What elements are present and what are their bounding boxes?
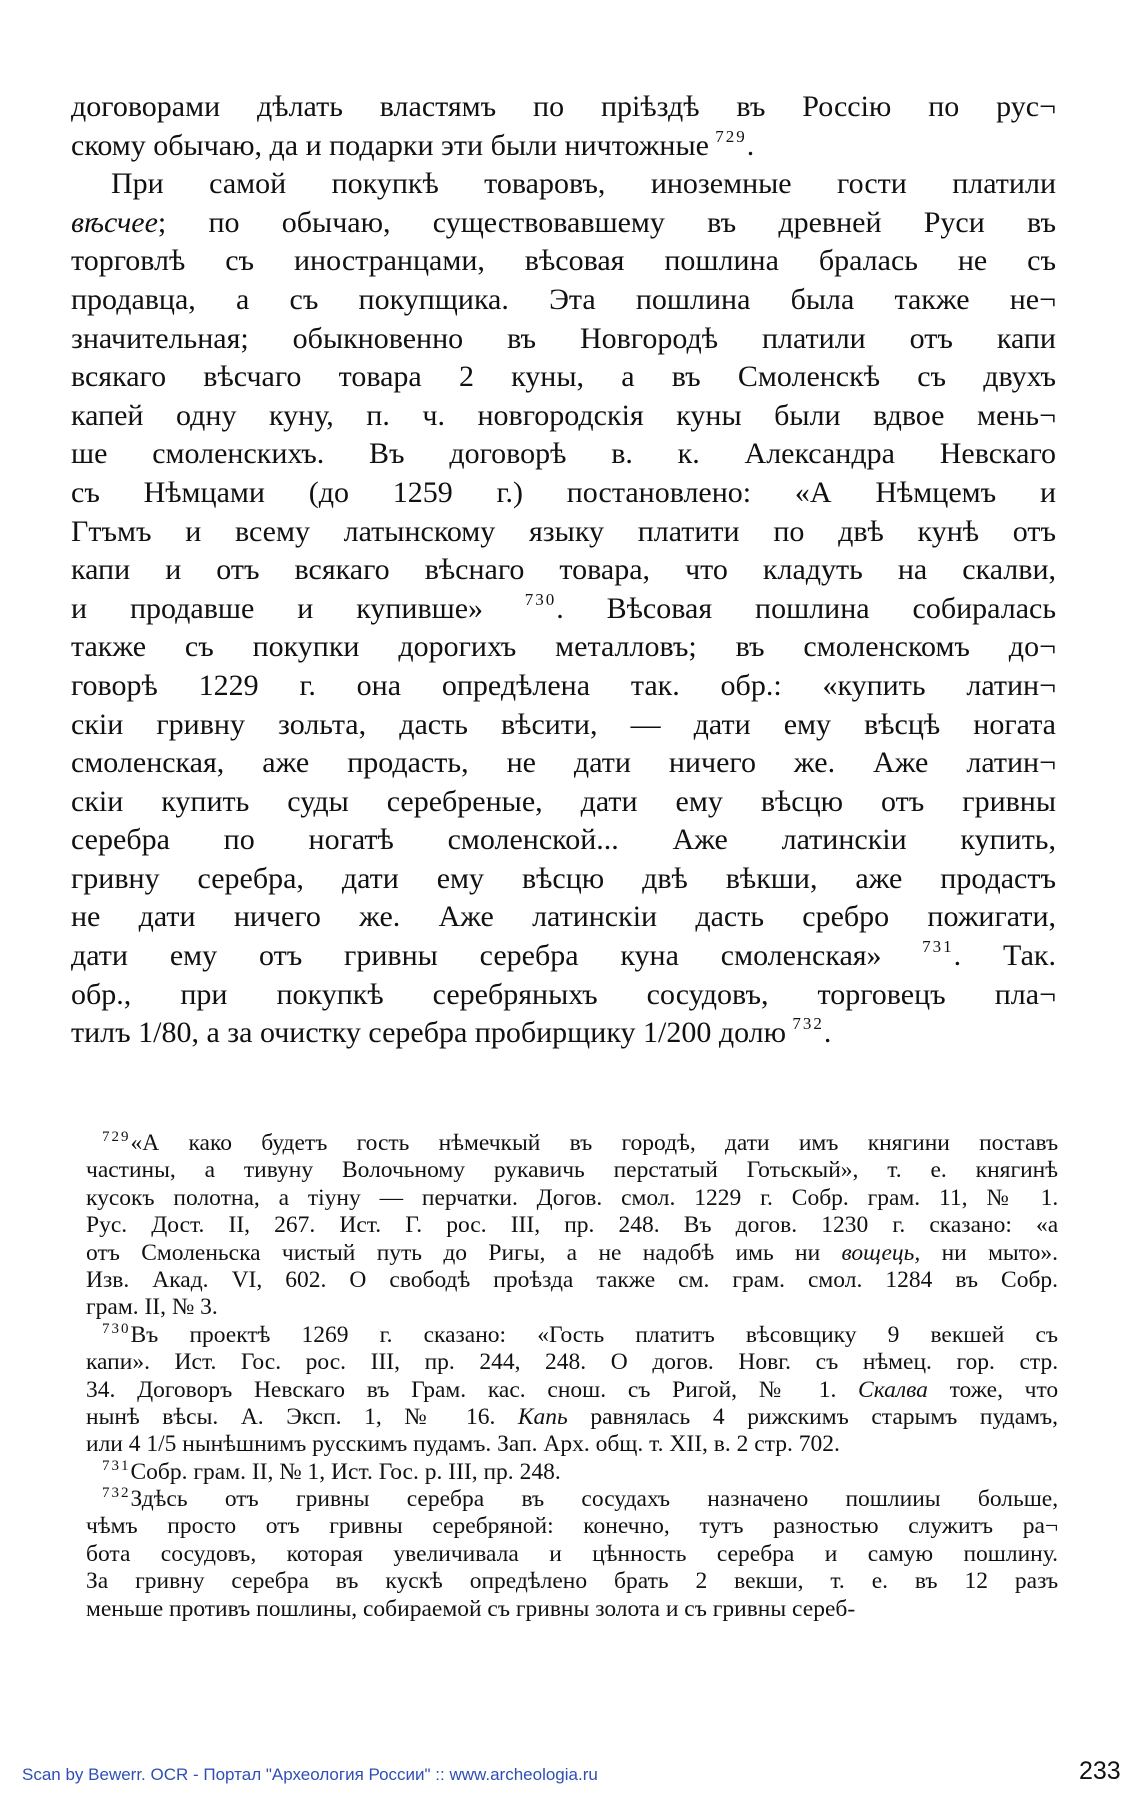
text-line	[71, 1014, 1056, 1053]
line-text: торговлѣ съ иностранцами, вѣсовая пошлина бралась не съ	[71, 244, 1056, 278]
line-text: съ Нѣмцами (до 1259 г.) постановлено: «А Нѣмцемъ и	[71, 475, 1056, 509]
text-line	[71, 165, 1056, 204]
footnote-line: Изв. Акад. VI, 602. О свободѣ проѣзда также см. грам. смол. 1284 въ Собр.	[86, 1266, 1059, 1293]
text-line	[71, 783, 1056, 822]
line-text: капи и отъ всякаго вѣснаго товара, что кладуть на скалви,	[71, 553, 1056, 587]
footnote-line: меньше противъ пошлины, собираемой съ гривны золота и съ гривны сереб-	[86, 1595, 856, 1622]
line-text: Гтъмъ и всему латынскому языку платити по двѣ кунѣ отъ	[71, 514, 1056, 548]
footnote-mark: 730	[102, 1320, 131, 1337]
line-text: всякаго вѣсчаго товара 2 куны, а въ Смоленскѣ съ двухъ	[71, 360, 1056, 394]
footnote-line: бота сосудовъ, которая увеличивала и цѣнность серебра и самую пошлину.	[86, 1540, 1059, 1567]
footnote-line: капи». Ист. Гос. рос. III, пр. 244, 248. О догов. Новг. съ нѣмец. гор. стр.	[86, 1349, 1059, 1376]
footnote-ref: 729	[708, 126, 747, 146]
text-line	[71, 204, 1056, 243]
line-text: говорѣ 1229 г. она опредѣлена так. обр.: «купить латин¬	[71, 668, 1056, 702]
line-text: гривну серебра, дати ему вѣсцю двѣ вѣкши, аже продастъ	[71, 861, 1056, 895]
footnote-ref: 730	[483, 589, 557, 609]
italic-term: Капь	[517, 1403, 568, 1430]
text-line	[71, 474, 1056, 513]
main-text	[71, 88, 1056, 1053]
text-line	[71, 513, 1056, 552]
line-text: продавца, а съ покупщика. Эта пошлина была также не¬	[71, 282, 1056, 316]
line-text: скiи гривну зольта, дасть вѣсити, — дати ему вѣсцѣ ногата	[71, 707, 1056, 741]
text-line	[71, 706, 1056, 745]
text-line	[71, 590, 1056, 629]
footnote-ref: 731	[881, 937, 954, 957]
footnote-line: грам. II, № 3.	[86, 1294, 218, 1321]
footnote-line: нынѣ вѣсы. А. Эксп. 1, № 16. Капь равнялась 4 рижскимъ старымъ пудамъ,	[86, 1403, 1059, 1430]
footnote-line: $^{730}$Въ проектѣ 1269 г. сказано: «Гость платитъ вѣсовщику 9 векшей съ	[102, 1320, 1059, 1348]
text-line	[71, 281, 1056, 320]
footnote-line: частины, а тивуну Волочьному рукавичь перстатый Готьскый», т. е. княгинѣ	[86, 1157, 1059, 1184]
text-line	[71, 127, 1056, 166]
line-text: ше смоленскихъ. Въ договорѣ в. к. Александра Невскаго	[71, 437, 1056, 471]
line-text: значительная; обыкновенно въ Новгородѣ платили отъ капи	[71, 321, 1056, 355]
footnote-line: или 4 1/5 нынѣшнимъ русскимъ пудамъ. Зап. Арх. общ. т. XII, в. 2 стр. 702.	[86, 1431, 840, 1458]
text-line	[71, 435, 1056, 474]
line-text: капей одну куну, п. ч. новгородскiя куны были вдвое мень¬	[71, 398, 1056, 432]
footnote-line: $^{731}$Собр. грам. II, № 1, Ист. Гос. р. III, пр. 248.	[102, 1457, 561, 1485]
italic-term: вощець,	[841, 1239, 921, 1266]
text-line	[71, 898, 1056, 937]
text-line	[71, 744, 1056, 783]
line-text: и продавше и купивше»	[71, 591, 484, 625]
line-text: дати ему отъ гривны серебра куна смоленская»	[71, 939, 882, 973]
footnote-line: чѣмъ просто отъ гривны серебряной: конечно, тутъ разностью служитъ ра¬	[86, 1513, 1059, 1540]
text-line	[71, 937, 1056, 976]
footnote-line: $^{729}$«А како будетъ гость нѣмечкый въ городѣ, дати имъ княгини поставъ	[102, 1129, 1059, 1156]
italic-term: вѣсчее	[71, 205, 158, 239]
line-text-after: . Так.	[953, 939, 1056, 973]
line-text: договорами дѣлать властямъ по прiѣздѣ въ Россiю по рус¬	[71, 90, 1056, 123]
footnote-ref: 732	[786, 1014, 824, 1034]
line-text-after: . Вѣсовая пошлина собиралась	[556, 591, 1057, 625]
text-line	[71, 821, 1056, 860]
text-line	[71, 551, 1056, 590]
footnote-line: За гривну серебра въ кускѣ опредѣлено брать 2 векши, т. е. въ 12 разъ	[86, 1568, 1059, 1595]
footnote-mark: 729	[102, 1129, 131, 1145]
text-line	[71, 976, 1056, 1015]
footnote-mark: 731	[102, 1457, 131, 1474]
text-line	[71, 397, 1056, 436]
line-text: не дати ничего же. Аже латинскiи дасть сребро пожигати,	[71, 900, 1056, 934]
text-line	[71, 242, 1056, 281]
line-text: обр., при покупкѣ серебряныхъ сосудовъ, торговецъ пла¬	[71, 977, 1056, 1011]
line-text: скiи купить суды серебреные, дати ему вѣсцю отъ гривны	[71, 784, 1056, 818]
line-text: также съ покупки дорогихъ металловъ; въ смоленскомъ до¬	[71, 630, 1056, 664]
footnote-line: $^{732}$Здѣсь отъ гривны серебра въ сосудахъ назначено пошлииы больше,	[102, 1485, 1059, 1513]
line-text: тилъ 1/80, а за очистку серебра пробирщику 1/200 долю	[71, 1016, 787, 1050]
footnote-line: Рус. Дост. II, 267. Ист. Г. рос. III, пр. 248. Въ догов. 1230 г. сказано: «а	[86, 1212, 1059, 1239]
line-text-after: .	[823, 1016, 832, 1050]
line-text: ; по обычаю, существовавшему въ древней Руси въ	[157, 205, 1056, 239]
line-text: смоленская, аже продасть, не дати ничего же. Аже латин¬	[71, 746, 1056, 780]
footnotes	[86, 1130, 1058, 1623]
footnote-line: отъ Смоленьска чистый путь до Ригы, а не надобѣ имь ни вощець, ни мыто».	[86, 1239, 1059, 1266]
text-line	[71, 628, 1056, 667]
footnote-line: кусокъ полотна, а тiуну — перчатки. Догов. смол. 1229 г. Собр. грам. 11, № 1.	[86, 1184, 1059, 1211]
text-line	[71, 358, 1056, 397]
text-line	[71, 88, 1056, 127]
text-line	[71, 320, 1056, 359]
footnote-mark: 732	[102, 1485, 131, 1502]
italic-term: Скалва	[858, 1376, 928, 1403]
line-text-after: .	[746, 128, 755, 162]
footnote-line: 34. Договоръ Невскаго въ Грам. кас. снош. съ Ригой, № 1. Скалва тоже, что	[86, 1376, 1059, 1403]
line-text: серебра по ногатѣ смоленской... Аже латинскiи купить,	[71, 823, 1056, 857]
text-line	[71, 860, 1056, 899]
line-text: При самой покупкѣ товаровъ, иноземные гости платили	[111, 167, 1056, 201]
text-line	[71, 667, 1056, 706]
page-number: 233	[1079, 1757, 1121, 1785]
line-text: скому обычаю, да и подарки эти были ничтожные	[71, 128, 709, 162]
scan-credit: Scan by Bewerr. OCR - Портал "Археология России" :: www.archeologia.ru	[22, 1765, 598, 1784]
